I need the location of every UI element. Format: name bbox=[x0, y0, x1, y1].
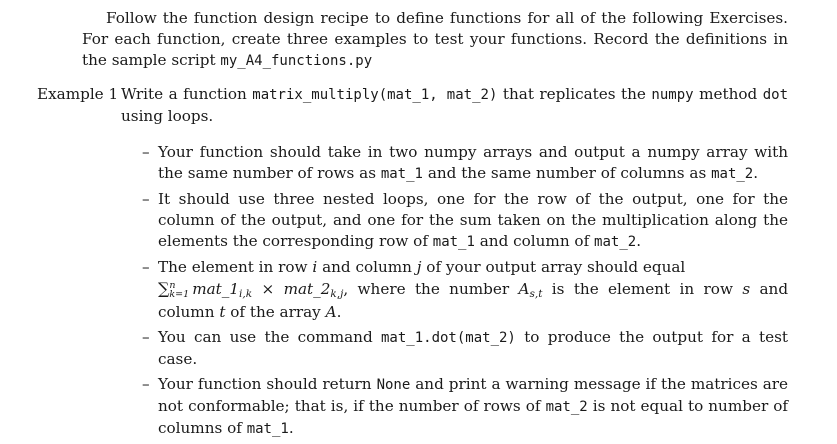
sum-symbol: ∑ bbox=[158, 279, 170, 298]
requirements-list bbox=[158, 142, 788, 444]
list-item bbox=[158, 374, 788, 440]
example-text: method bbox=[699, 85, 758, 103]
item-text: , where the number bbox=[343, 280, 510, 298]
function-signature: matrix_multiply(mat_1, mat_2) bbox=[252, 87, 498, 103]
item-text: to produce the output for a test case. bbox=[158, 328, 789, 368]
sum-upper: n bbox=[169, 280, 176, 291]
code-mat-2: mat_2 bbox=[594, 234, 637, 250]
item-text: and column bbox=[158, 280, 789, 321]
item-text: and print a warning message if the matrices are not conformable; that is, if the number of rows of bbox=[158, 375, 789, 415]
times-symbol: × bbox=[261, 280, 275, 298]
intro-text: Follow the function design recipe to define functions for all of the following Exercises. For each function, create three examples to test your functions. Record the definitions in the sample script bbox=[82, 9, 788, 69]
item-text: . bbox=[288, 419, 294, 437]
example-text: using loops. bbox=[121, 107, 214, 125]
term-2-subscript: k,j bbox=[330, 288, 344, 300]
item-text: and the same number of columns as bbox=[427, 164, 707, 182]
A-subscript: s,t bbox=[529, 288, 543, 300]
item-text: of the array bbox=[230, 303, 321, 321]
term-1-subscript: i,k bbox=[239, 288, 253, 300]
item-text: . bbox=[636, 232, 642, 250]
intro-paragraph bbox=[82, 8, 788, 72]
math-A: A bbox=[518, 280, 530, 298]
item-text: of your output array should equal bbox=[426, 258, 686, 276]
item-text: You can use the command bbox=[158, 328, 373, 346]
list-item bbox=[158, 257, 788, 323]
list-item bbox=[158, 142, 788, 185]
item-text: The element in row bbox=[158, 258, 308, 276]
example-text: that replicates the bbox=[502, 85, 646, 103]
item-text: and column of bbox=[479, 232, 590, 250]
code-mat-2: mat_2 bbox=[545, 399, 588, 415]
list-item bbox=[158, 189, 788, 253]
item-text: is not equal to number of columns of bbox=[158, 397, 789, 437]
math-j: j bbox=[416, 258, 422, 276]
item-text: . bbox=[336, 303, 342, 321]
code-mat-2: mat_2 bbox=[711, 166, 754, 182]
term-mat-1: mat_1 bbox=[192, 280, 240, 298]
code-mat-1: mat_1 bbox=[380, 166, 423, 182]
sum-lower: k=1 bbox=[169, 289, 190, 300]
term-mat-2: mat_2 bbox=[283, 280, 331, 298]
item-text: Your function should return bbox=[158, 375, 372, 393]
math-s: s bbox=[742, 280, 751, 298]
code-mat-1: mat_1 bbox=[432, 234, 475, 250]
list-item bbox=[158, 327, 788, 370]
code-dot-command: mat_1.dot(mat_2) bbox=[381, 330, 516, 346]
item-text: is the element in row bbox=[551, 280, 733, 298]
item-text: and column bbox=[322, 258, 412, 276]
code-none: None bbox=[376, 377, 411, 393]
example-label: Example 1 bbox=[37, 85, 119, 103]
code-mat-1: mat_1 bbox=[246, 421, 289, 437]
item-text: Your function should take in two numpy arrays and output a numpy array with the same number of rows as bbox=[158, 143, 788, 182]
numpy-keyword: numpy bbox=[651, 87, 694, 103]
dot-keyword: dot bbox=[762, 87, 789, 103]
sum-formula bbox=[158, 280, 343, 298]
item-text: It should use three nested loops, one for the row of the output, one for the column of the output, and one for the sum taken on the multiplication along the elements the corresponding row of bbox=[158, 190, 788, 250]
math-t: t bbox=[219, 303, 226, 321]
item-text: . bbox=[753, 164, 759, 182]
math-A: A bbox=[325, 303, 337, 321]
sum-limits bbox=[169, 281, 189, 299]
math-i: i bbox=[312, 258, 318, 276]
script-filename: my_A4_functions.py bbox=[220, 53, 373, 69]
example-statement bbox=[121, 84, 788, 127]
example-text: Write a function bbox=[121, 85, 247, 103]
